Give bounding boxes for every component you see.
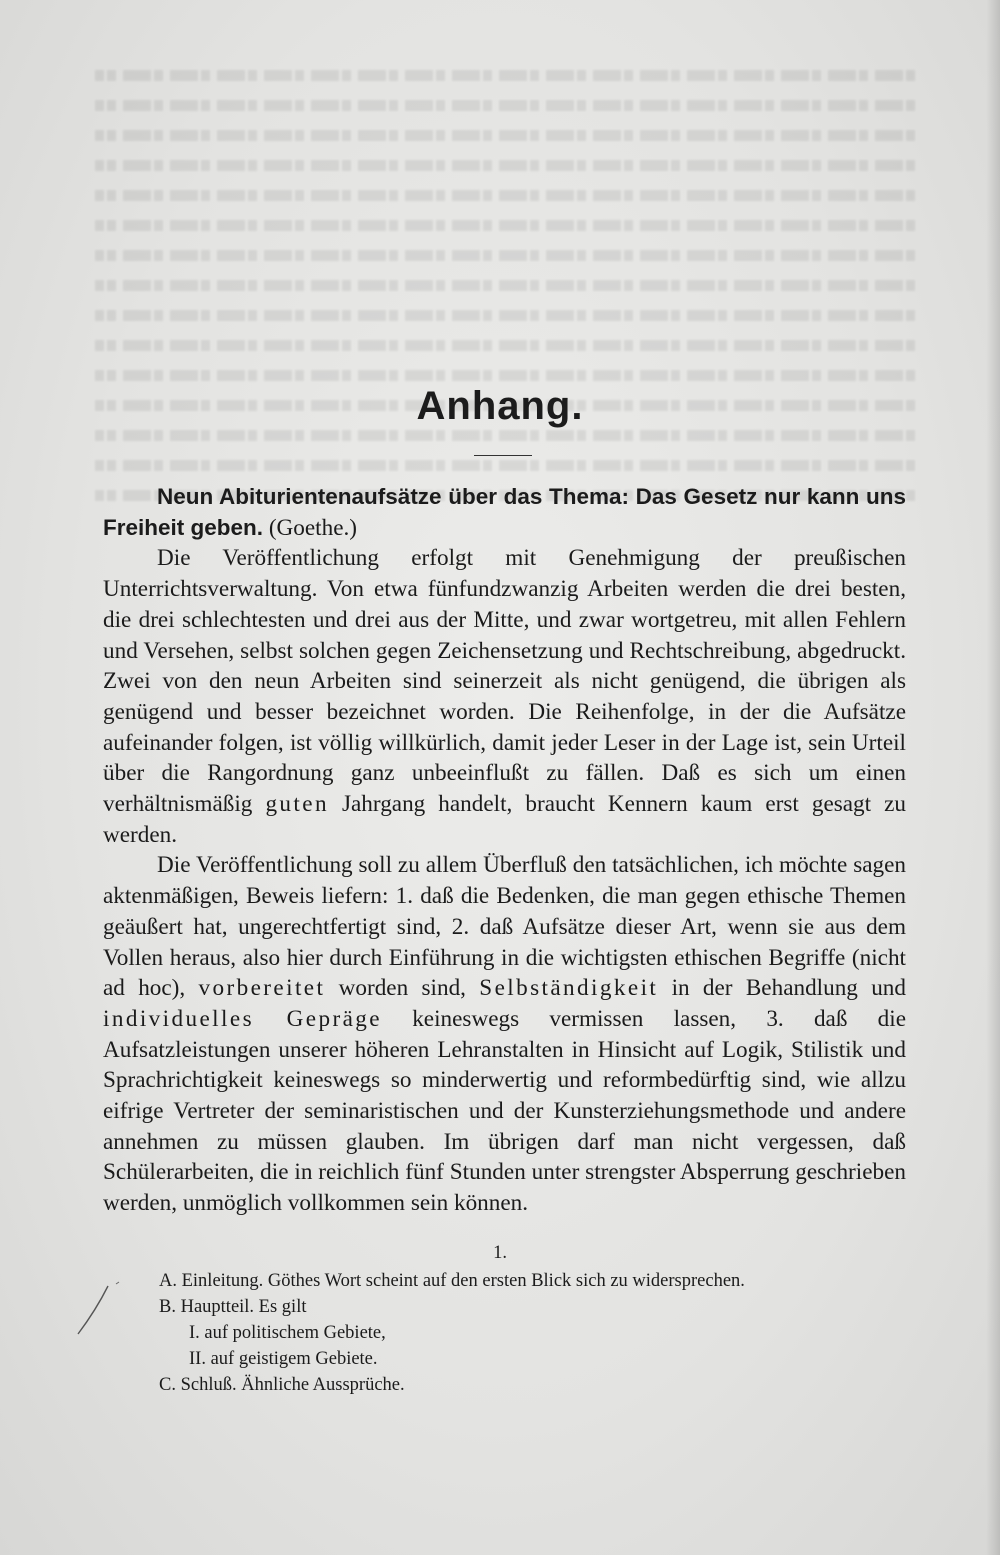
- lead-attribution: (Goethe.): [263, 514, 358, 541]
- paragraph-1-emphasis: guten: [265, 791, 329, 818]
- outline-item-b2: II. auf geistigem Gebiete.: [189, 1349, 378, 1369]
- paragraph-2-part: keineswegs vermissen lassen, 3. daß die Aufsatzleistungen unserer höheren Lehranstalten in Hinsicht auf Logik, Stilistik und Sprachrichtigkeit keineswegs so minderwertig und reformbedürftig sind, wie allzu eifrige Vertreter der seminaristischen und der Kunsterziehungsmethode und andere annehmen zu müssen glauben. Im übrigen darf man nicht vergessen, daß Schülerarbeiten, die in reichlich fünf Stunden unter strengster Absperrung geschrieben werden, unmöglich vollkommen sein können.: [103, 1005, 906, 1217]
- pencil-mark-icon: [72, 1280, 132, 1340]
- outline-item-a: A. Einleitung. Göthes Wort scheint auf den ersten Blick sich zu widersprechen.: [159, 1271, 745, 1291]
- paragraph-2-emphasis: Selbständigkeit: [479, 975, 659, 1002]
- paragraph-2: [103, 850, 906, 1218]
- outline-number: 1.: [493, 1243, 507, 1263]
- lead-paragraph: [103, 482, 906, 543]
- paragraph-1-part: Jahrgang handelt, braucht Kennern kaum erst gesagt zu werden.: [103, 791, 906, 848]
- paragraph-2-part: Die Veröffentlichung soll zu allem Überfluß den tatsächlichen, ich möchte sagen aktenmäßigen, Beweis liefern: 1. daß die Bedenken, die man gegen ethische Themen geäußert hat, ungerechtfertigt sind, 2. daß Aufsätze dieser Art, wenn sie aus dem Vollen heraus, also hier durch Einführung in die wichtigsten ethischen Begriffe (nicht ad hoc),: [103, 852, 906, 1002]
- outline-item-c: C. Schluß. Ähnliche Aussprüche.: [159, 1375, 405, 1395]
- paragraph-2-part: worden sind,: [325, 975, 480, 1002]
- outline-item-b: B. Hauptteil. Es gilt: [159, 1297, 307, 1317]
- body-text: [103, 482, 906, 1219]
- outline-item-b1: I. auf politischem Gebiete,: [189, 1323, 386, 1343]
- essay-outline: [0, 1240, 1000, 1398]
- page-title: Anhang.: [416, 384, 584, 428]
- paragraph-2-part: in der Behandlung und: [658, 975, 906, 1002]
- paragraph-1: [103, 543, 906, 850]
- lead-heading: Neun Abiturientenaufsätze über das Thema: Das Gesetz nur kann uns Freiheit geben.: [103, 484, 906, 540]
- paragraph-1-part: Die Veröffentlichung erfolgt mit Genehmigung der preußischen Unterrichtsverwaltung. Von etwa fünfundzwanzig Arbeiten werden die drei besten, die drei schlechtesten und drei aus der Mitte, und zwar wortgetreu, mit allen Fehlern und Versehen, selbst solchen gegen Zeichensetzung und Rechtschreibung, abgedruckt. Zwei von den neun Arbeiten sind seinerzeit als nicht genügend, die übrigen als genügend und besser bezeichnet worden. Die Reihenfolge, in der die Aufsätze aufeinander folgen, ist völlig willkürlich, damit jeder Leser in der Lage ist, sein Urteil über die Rangordnung ganz unbeeinflußt zu fällen. Daß es sich um einen verhältnismäßig: [103, 545, 906, 818]
- paragraph-2-emphasis: individuelles Gepräge: [103, 1005, 382, 1032]
- show-through-texture: [95, 60, 915, 510]
- title-divider: [474, 455, 532, 456]
- paragraph-2-emphasis: vorbereitet: [198, 975, 326, 1002]
